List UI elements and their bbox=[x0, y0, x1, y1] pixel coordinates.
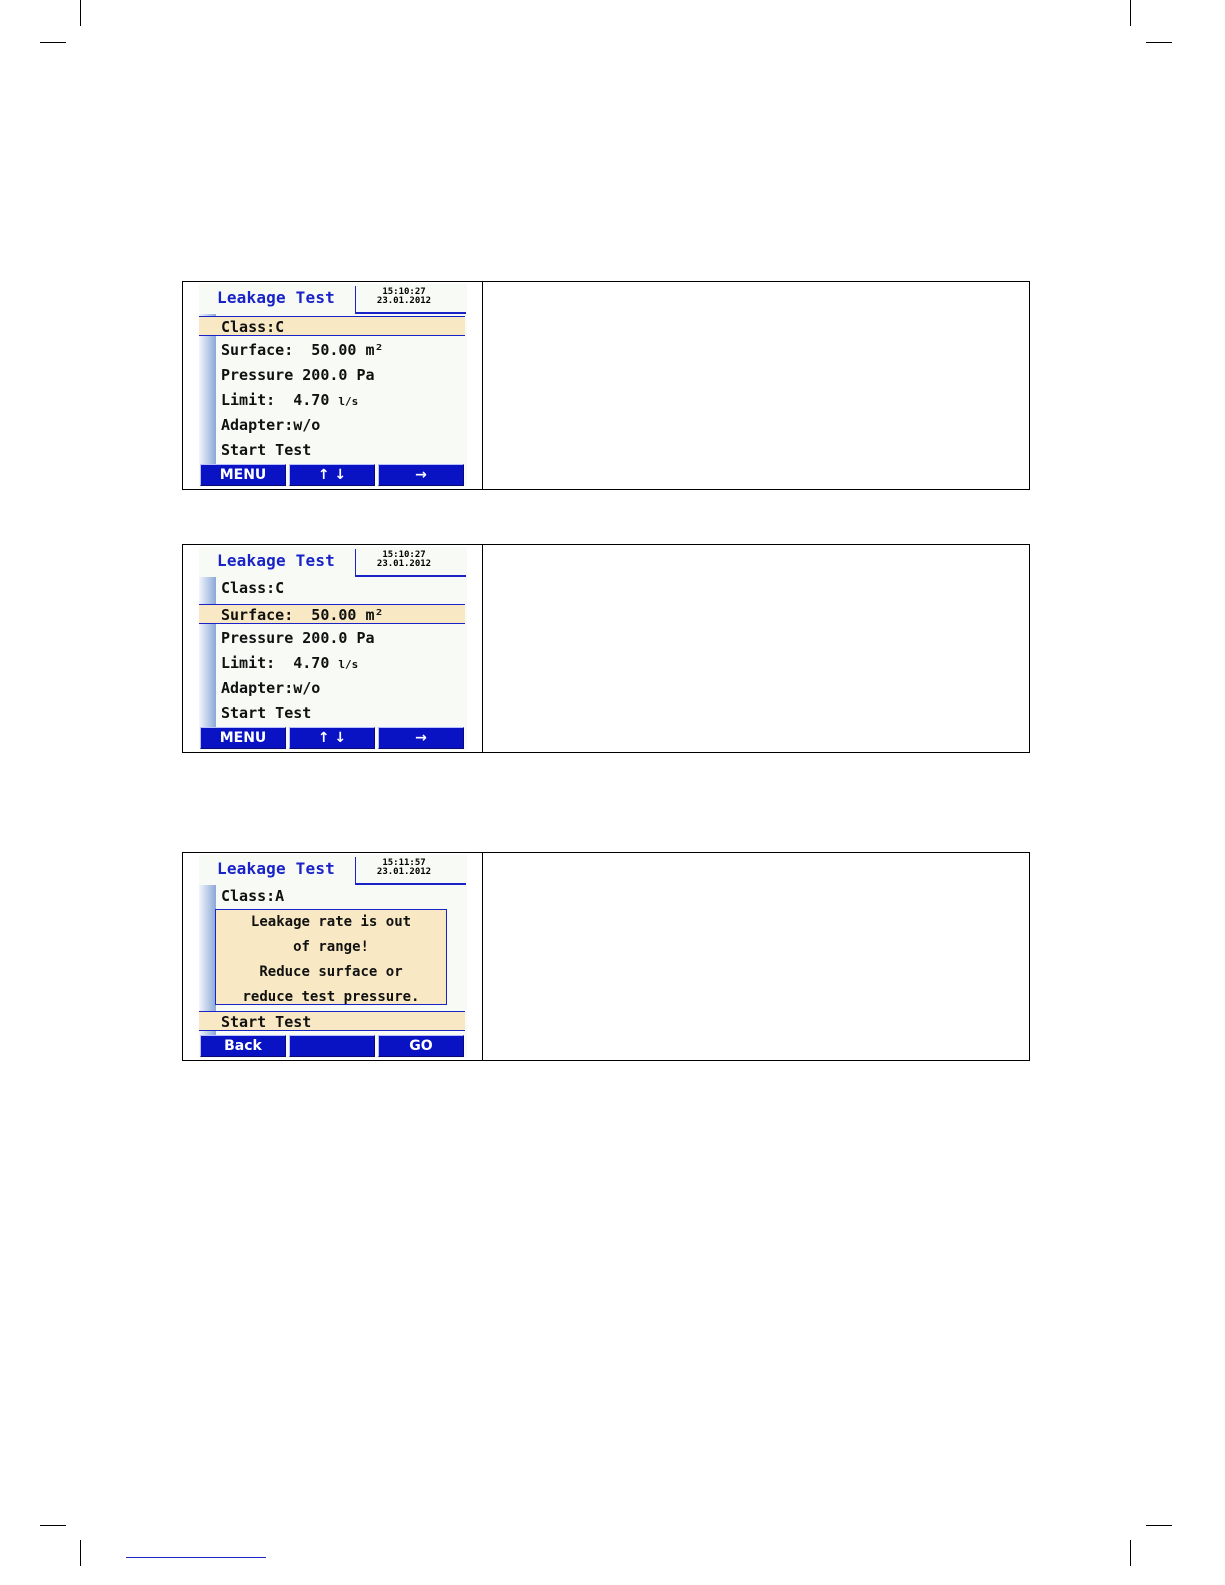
menu-row-limit[interactable] bbox=[221, 652, 358, 674]
limit-value: Limit: 4.70 bbox=[221, 654, 339, 672]
crop-mark bbox=[80, 0, 81, 26]
screen-title: Leakage Test bbox=[217, 288, 335, 307]
right-arrow-softkey[interactable]: → bbox=[378, 727, 464, 749]
screen-title: Leakage Test bbox=[217, 859, 335, 878]
clock-display bbox=[355, 857, 466, 885]
scrollbar[interactable] bbox=[199, 577, 216, 727]
go-softkey[interactable]: GO bbox=[378, 1035, 464, 1057]
clock-date: 23.01.2012 bbox=[376, 296, 432, 306]
clock-display bbox=[355, 549, 466, 577]
message-line: of range! bbox=[293, 939, 369, 955]
screenshot-panel-2 bbox=[182, 544, 1030, 753]
menu-row-adapter[interactable]: Adapter:w/o bbox=[221, 416, 321, 434]
panel-divider bbox=[482, 545, 483, 752]
menu-row-surface[interactable]: Surface: 50.00 m² bbox=[221, 341, 384, 359]
menu-row-pressure[interactable]: Pressure 200.0 Pa bbox=[221, 629, 375, 647]
crop-mark bbox=[1130, 0, 1131, 26]
screen-title: Leakage Test bbox=[217, 551, 335, 570]
limit-value: Limit: 4.70 bbox=[221, 391, 339, 409]
menu-row-surface[interactable]: Surface: 50.00 m² bbox=[199, 604, 465, 624]
crop-mark bbox=[1146, 42, 1172, 43]
menu-softkey[interactable]: MENU bbox=[200, 464, 286, 486]
softkey-bar bbox=[199, 464, 467, 487]
crop-mark bbox=[1130, 1540, 1131, 1566]
back-softkey[interactable]: Back bbox=[200, 1035, 286, 1057]
clock-date: 23.01.2012 bbox=[376, 867, 432, 877]
menu-row-pressure[interactable]: Pressure 200.0 Pa bbox=[221, 366, 375, 384]
message-line: reduce test pressure. bbox=[242, 989, 420, 1005]
error-message-box bbox=[215, 909, 447, 1005]
device-screen-2 bbox=[199, 547, 467, 750]
clock-display bbox=[355, 286, 466, 314]
message-line: Leakage rate is out bbox=[250, 914, 412, 930]
crop-mark bbox=[40, 1525, 66, 1526]
device-screen-3 bbox=[199, 855, 467, 1058]
menu-row-class[interactable]: Class:C bbox=[221, 579, 285, 597]
limit-unit: l/s bbox=[338, 395, 359, 408]
clock-date: 23.01.2012 bbox=[376, 559, 432, 569]
clock-time: 15:10:27 bbox=[382, 287, 426, 297]
softkey-bar bbox=[199, 727, 467, 750]
menu-row-limit[interactable] bbox=[221, 389, 358, 411]
up-down-softkey[interactable]: ↑ ↓ bbox=[289, 464, 375, 486]
menu-row-start-test[interactable]: Start Test bbox=[221, 441, 312, 459]
message-line: Reduce surface or bbox=[259, 964, 403, 980]
panel-divider bbox=[482, 282, 483, 489]
clock-time: 15:11:57 bbox=[382, 858, 426, 868]
right-arrow-softkey[interactable]: → bbox=[378, 464, 464, 486]
scrollbar[interactable] bbox=[199, 314, 216, 464]
crop-mark bbox=[80, 1540, 81, 1566]
menu-row-adapter[interactable]: Adapter:w/o bbox=[221, 679, 321, 697]
clock-time: 15:10:27 bbox=[382, 550, 426, 560]
softkey-bar bbox=[199, 1035, 467, 1058]
footer-link-underline bbox=[126, 1557, 266, 1558]
crop-mark bbox=[1146, 1525, 1172, 1526]
panel-divider bbox=[482, 853, 483, 1060]
menu-softkey[interactable]: MENU bbox=[200, 727, 286, 749]
menu-row-class[interactable]: Class:A bbox=[221, 887, 285, 905]
menu-row-start-test[interactable]: Start Test bbox=[199, 1011, 465, 1031]
menu-row-start-test[interactable]: Start Test bbox=[221, 704, 312, 722]
blank-softkey[interactable] bbox=[289, 1035, 375, 1057]
device-screen-1 bbox=[199, 284, 467, 487]
limit-unit: l/s bbox=[338, 658, 359, 671]
screenshot-panel-1 bbox=[182, 281, 1030, 490]
menu-row-class[interactable]: Class:C bbox=[199, 316, 465, 336]
crop-mark bbox=[40, 42, 66, 43]
screenshot-panel-3 bbox=[182, 852, 1030, 1061]
up-down-softkey[interactable]: ↑ ↓ bbox=[289, 727, 375, 749]
